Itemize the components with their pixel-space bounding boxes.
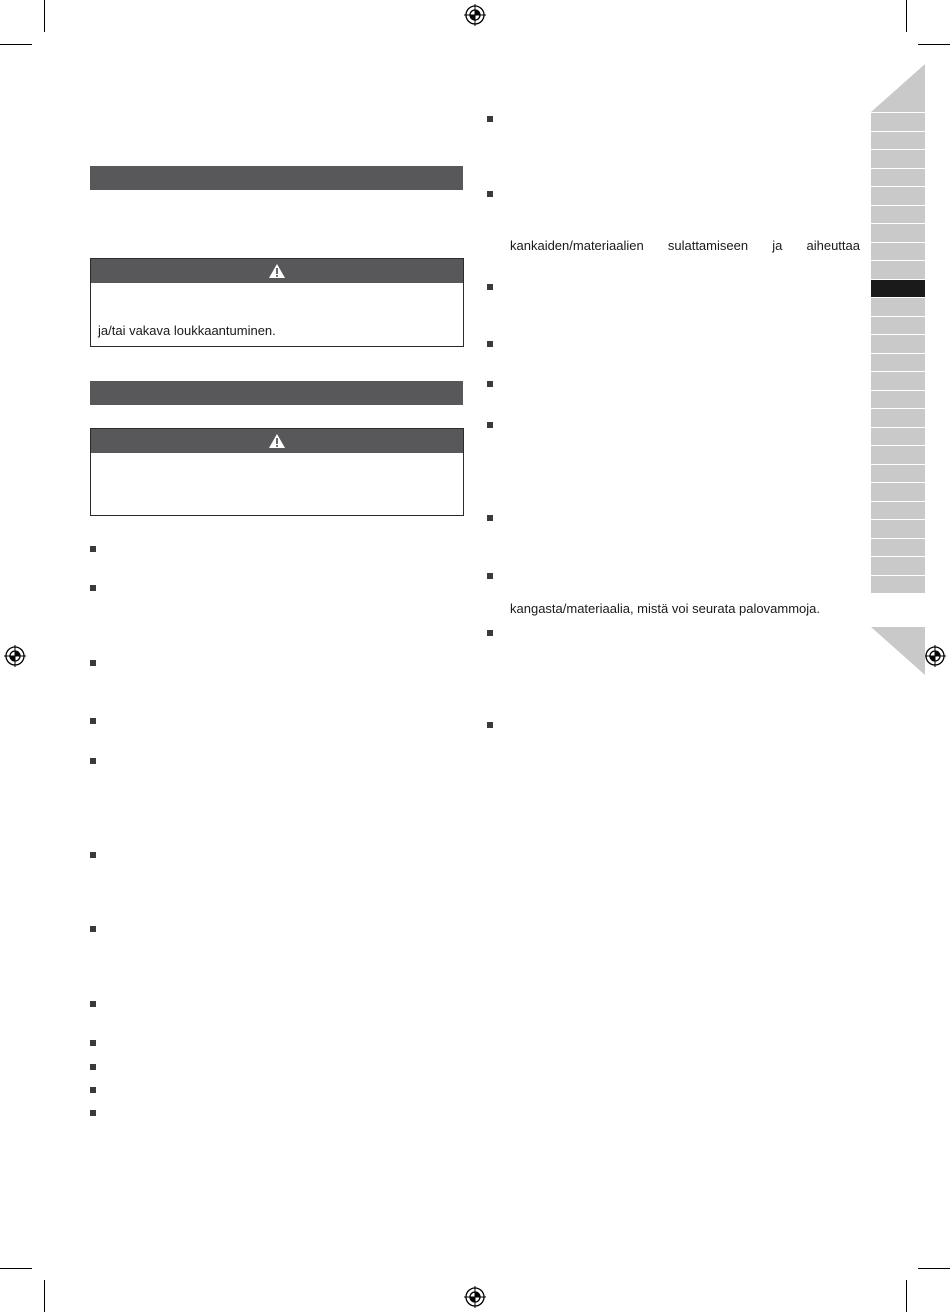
crop-mark [44, 0, 45, 32]
warning-text: ja/tai vakava loukkaantuminen. [98, 323, 276, 338]
warning-triangle-icon [268, 433, 286, 449]
language-tab [871, 206, 925, 225]
section-header-bar [90, 166, 463, 190]
body-text-line: kankaiden/materiaalien sulattamiseen ja aiheuttaa [510, 238, 860, 253]
bullet-icon [90, 758, 96, 764]
crop-mark [918, 1268, 950, 1269]
bullet-icon [487, 630, 493, 636]
language-tab [871, 243, 925, 262]
registration-mark-icon [464, 1286, 486, 1308]
crop-mark [906, 0, 907, 32]
bullet-icon [90, 660, 96, 666]
bullet-icon [487, 191, 493, 197]
bullet-icon [90, 1040, 96, 1046]
crop-mark [918, 44, 950, 45]
tab-strip-top-corner [871, 64, 925, 113]
bullet-icon [487, 573, 493, 579]
language-tab [871, 335, 925, 354]
bullet-icon [90, 546, 96, 552]
registration-mark-icon [924, 645, 946, 667]
bullet-icon [487, 284, 493, 290]
crop-mark [0, 44, 32, 45]
bullet-icon [487, 515, 493, 521]
bullet-icon [487, 341, 493, 347]
bullet-icon [90, 1087, 96, 1093]
crop-mark [0, 1268, 32, 1269]
bullet-icon [90, 718, 96, 724]
bullet-icon [487, 381, 493, 387]
bullet-icon [487, 116, 493, 122]
bullet-icon [90, 1001, 96, 1007]
warning-box [90, 428, 464, 516]
bullet-icon [90, 585, 96, 591]
language-tab [871, 483, 925, 502]
registration-mark-icon [464, 4, 486, 26]
language-tab [871, 372, 925, 391]
bullet-icon [487, 722, 493, 728]
language-tab [871, 428, 925, 447]
language-tab [871, 391, 925, 410]
language-tab [871, 187, 925, 206]
warning-triangle-icon [268, 263, 286, 279]
language-tab [871, 150, 925, 169]
language-tab [871, 113, 925, 132]
language-tab [871, 446, 925, 465]
warning-header [91, 429, 463, 453]
crop-mark [44, 1280, 45, 1312]
language-tab [871, 224, 925, 243]
bullet-icon [90, 926, 96, 932]
warning-header [91, 259, 463, 283]
bullet-icon [90, 1064, 96, 1070]
language-tab [871, 557, 925, 576]
language-tab [871, 502, 925, 521]
language-tab [871, 317, 925, 336]
tab-strip-bottom-corner [871, 627, 925, 676]
language-tab-strip [871, 113, 925, 594]
language-tab [871, 132, 925, 151]
body-text-line: kangasta/materiaalia, mistä voi seurata palovammoja. [510, 601, 820, 616]
language-tab [871, 169, 925, 188]
language-tab-active [871, 280, 925, 299]
language-tab [871, 520, 925, 539]
section-header-bar [90, 381, 463, 405]
language-tab [871, 261, 925, 280]
language-tab [871, 539, 925, 558]
language-tab [871, 354, 925, 373]
registration-mark-icon [4, 645, 26, 667]
bullet-icon [487, 422, 493, 428]
language-tab [871, 409, 925, 428]
language-tab [871, 465, 925, 484]
language-tab [871, 576, 925, 595]
bullet-icon [90, 1110, 96, 1116]
language-tab [871, 298, 925, 317]
crop-mark [906, 1280, 907, 1312]
warning-box [90, 258, 464, 347]
bullet-icon [90, 852, 96, 858]
